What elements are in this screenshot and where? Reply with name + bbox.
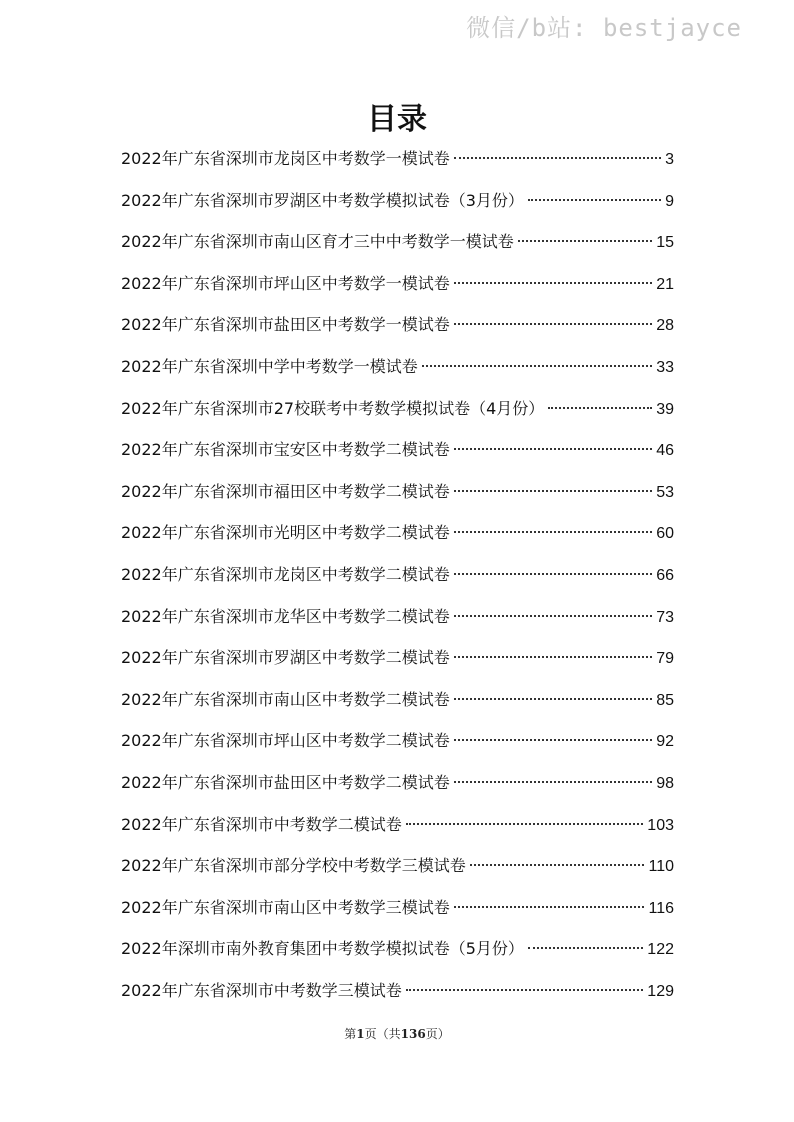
toc-dot-leader xyxy=(454,656,652,658)
toc-entry[interactable] xyxy=(121,720,674,762)
toc-entry-title: 2022年广东省深圳市坪山区中考数学一模试卷 xyxy=(121,273,450,293)
toc-dot-leader xyxy=(406,989,644,991)
toc-entry-page: 28 xyxy=(656,317,674,335)
toc-dot-leader xyxy=(454,615,652,617)
toc-entry-title: 2022年广东省深圳市盐田区中考数学一模试卷 xyxy=(121,315,450,335)
toc-entry-page: 46 xyxy=(656,442,674,460)
toc-dot-leader xyxy=(548,407,652,409)
toc-entry[interactable] xyxy=(121,762,674,804)
footer-suffix: 页） xyxy=(425,1027,450,1041)
toc-dot-leader xyxy=(528,199,661,201)
toc-entry-title: 2022年广东省深圳市盐田区中考数学二模试卷 xyxy=(121,772,450,792)
toc-entry-title: 2022年广东省深圳市27校联考中考数学模拟试卷（4月份） xyxy=(121,398,545,418)
toc-entry-title: 2022年广东省深圳市中考数学二模试卷 xyxy=(121,814,402,834)
toc-entry[interactable] xyxy=(121,304,674,346)
toc-entry-title: 2022年广东省深圳市罗湖区中考数学二模试卷 xyxy=(121,648,450,668)
toc-dot-leader xyxy=(454,157,661,159)
toc-entry-title: 2022年广东省深圳市罗湖区中考数学模拟试卷（3月份） xyxy=(121,190,524,210)
toc-entry-title: 2022年广东省深圳市宝安区中考数学二模试卷 xyxy=(121,440,450,460)
toc-entry-page: 79 xyxy=(656,650,674,668)
footer-current-page: 1 xyxy=(356,1027,365,1041)
toc-dot-leader xyxy=(454,323,652,325)
toc-entry[interactable] xyxy=(121,138,674,180)
toc-dot-leader xyxy=(528,947,643,949)
toc-entry-title: 2022年深圳市南外教育集团中考数学模拟试卷（5月份） xyxy=(121,939,524,959)
toc-entry-page: 33 xyxy=(656,358,674,376)
toc-entry[interactable] xyxy=(121,221,674,263)
toc-dot-leader xyxy=(454,781,652,783)
toc-entry-title: 2022年广东省深圳市光明区中考数学二模试卷 xyxy=(121,523,450,543)
footer-middle: 页（共 xyxy=(364,1027,401,1041)
toc-entry[interactable] xyxy=(121,887,674,929)
toc-entry[interactable] xyxy=(121,180,674,222)
toc-dot-leader xyxy=(406,823,644,825)
footer-total-pages: 136 xyxy=(400,1027,426,1041)
toc-entry[interactable] xyxy=(121,970,674,1012)
toc-entry-page: 60 xyxy=(656,525,674,543)
toc-entry-page: 66 xyxy=(656,566,674,584)
toc-dot-leader xyxy=(454,448,652,450)
toc-entry-page: 39 xyxy=(656,400,674,418)
toc-entry-title: 2022年广东省深圳市南山区育才三中中考数学一模试卷 xyxy=(121,232,514,252)
toc-entry-page: 122 xyxy=(647,941,674,959)
toc-entry-page: 98 xyxy=(656,774,674,792)
toc-entry-title: 2022年广东省深圳市南山区中考数学三模试卷 xyxy=(121,897,450,917)
toc-entry-page: 3 xyxy=(665,151,674,168)
footer-prefix: 第 xyxy=(344,1027,357,1041)
toc-entry[interactable] xyxy=(121,804,674,846)
toc-entry-page: 21 xyxy=(656,275,674,293)
toc-entry-title: 2022年广东省深圳市福田区中考数学二模试卷 xyxy=(121,481,450,501)
toc-entry[interactable] xyxy=(121,596,674,638)
toc-entry-title: 2022年广东省深圳市龙岗区中考数学一模试卷 xyxy=(121,149,450,168)
toc-entry-page: 116 xyxy=(648,899,674,917)
toc-entry-page: 9 xyxy=(665,192,674,210)
toc-entry-page: 92 xyxy=(656,733,674,751)
toc-dot-leader xyxy=(454,739,652,741)
toc-dot-leader xyxy=(454,282,652,284)
toc-dot-leader xyxy=(454,698,652,700)
toc-entry[interactable] xyxy=(121,263,674,305)
toc-entry-title: 2022年广东省深圳中学中考数学一模试卷 xyxy=(121,356,418,376)
toc-entry[interactable] xyxy=(121,637,674,679)
toc-entry-page: 15 xyxy=(656,234,674,252)
toc-dot-leader xyxy=(454,531,652,533)
toc-entry-title: 2022年广东省深圳市中考数学三模试卷 xyxy=(121,980,402,1000)
toc-entry-title: 2022年广东省深圳市南山区中考数学二模试卷 xyxy=(121,689,450,709)
toc-entry[interactable] xyxy=(121,429,674,471)
toc-entry-title: 2022年广东省深圳市部分学校中考数学三模试卷 xyxy=(121,856,466,876)
toc-dot-leader xyxy=(454,906,645,908)
toc-dot-leader xyxy=(454,573,652,575)
toc-entry[interactable] xyxy=(121,512,674,554)
toc-entry-page: 73 xyxy=(656,608,674,626)
table-of-contents xyxy=(121,138,674,1011)
toc-entry-page: 129 xyxy=(647,982,674,1000)
toc-dot-leader xyxy=(454,490,652,492)
toc-entry-page: 110 xyxy=(648,858,674,876)
toc-entry[interactable] xyxy=(121,845,674,887)
toc-entry-title: 2022年广东省深圳市龙华区中考数学二模试卷 xyxy=(121,606,450,626)
toc-entry-page: 103 xyxy=(647,816,674,834)
toc-dot-leader xyxy=(422,365,652,367)
toc-entry-page: 85 xyxy=(656,691,674,709)
watermark-text: 微信/b站: bestjayce xyxy=(466,14,742,42)
toc-dot-leader xyxy=(518,240,652,242)
toc-entry-page: 53 xyxy=(656,483,674,501)
toc-entry-title: 2022年广东省深圳市龙岗区中考数学二模试卷 xyxy=(121,564,450,584)
toc-entry[interactable] xyxy=(121,679,674,721)
toc-entry[interactable] xyxy=(121,554,674,596)
toc-entry[interactable] xyxy=(121,471,674,513)
toc-entry[interactable] xyxy=(121,346,674,388)
toc-dot-leader xyxy=(470,864,645,866)
page-title: 目录 xyxy=(367,102,427,137)
toc-entry[interactable] xyxy=(121,928,674,970)
toc-entry[interactable] xyxy=(121,388,674,430)
toc-entry-title: 2022年广东省深圳市坪山区中考数学二模试卷 xyxy=(121,731,450,751)
page-footer xyxy=(0,1025,794,1042)
